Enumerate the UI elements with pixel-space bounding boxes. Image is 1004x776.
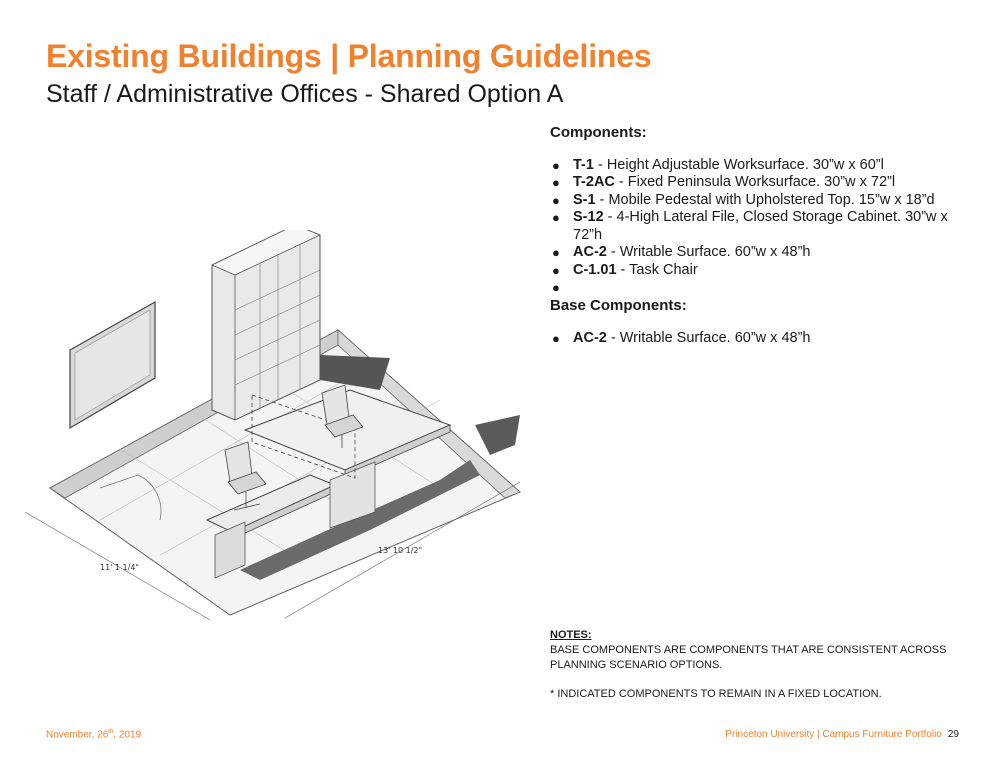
- notes-line-1: BASE COMPONENTS ARE COMPONENTS THAT ARE CONSISTENT ACROSS PLANNING SCENARIO OPTIONS.: [550, 644, 947, 671]
- dimension-left: 11' 1 1/4": [100, 563, 140, 572]
- list-item: ● S-1 - Mobile Pedestal with Upholstered Top. 15”w x 18”d: [552, 191, 935, 208]
- page-number: 29: [947, 729, 959, 740]
- footer-date: November, 26th, 2019: [46, 729, 142, 741]
- notes-section: [550, 628, 980, 702]
- notes-title: NOTES:: [550, 629, 592, 641]
- list-item: ● AC-2 - Writable Surface. 60”w x 48”h: [552, 330, 811, 346]
- office-isometric-drawing: [20, 230, 530, 630]
- notes-line-2: * INDICATED COMPONENTS TO REMAIN IN A FIXED LOCATION.: [550, 688, 882, 700]
- components-heading: Components:: [550, 124, 647, 141]
- dimension-right: 13' 10 1/2": [378, 546, 423, 555]
- base-components-heading: Base Components:: [550, 296, 687, 314]
- list-item: ● C-1.01 - Task Chair: [552, 261, 698, 278]
- list-item: ● AC-2 - Writable Surface. 60”w x 48”h: [552, 244, 811, 260]
- page-subtitle: Staff / Administrative Offices - Shared Option A: [46, 80, 564, 108]
- footer-org: Princeton University | Campus Furniture Portfolio 29: [725, 729, 959, 740]
- components-list: [550, 157, 980, 297]
- page-title: Existing Buildings | Planning Guidelines: [46, 38, 652, 74]
- list-item: ● T-1 - Height Adjustable Worksurface. 30”w x 60”l: [552, 156, 884, 173]
- list-item-empty: ●: [552, 280, 560, 295]
- list-item: ● S-12 - 4-High Lateral File, Closed Storage Cabinet. 30”w x 72”h: [552, 209, 948, 243]
- list-item: ● T-2AC - Fixed Peninsula Worksurface. 30”w x 72”l: [552, 174, 896, 190]
- shadow-right: [475, 415, 520, 455]
- base-components-list: [550, 330, 980, 348]
- components-panel: [550, 124, 980, 348]
